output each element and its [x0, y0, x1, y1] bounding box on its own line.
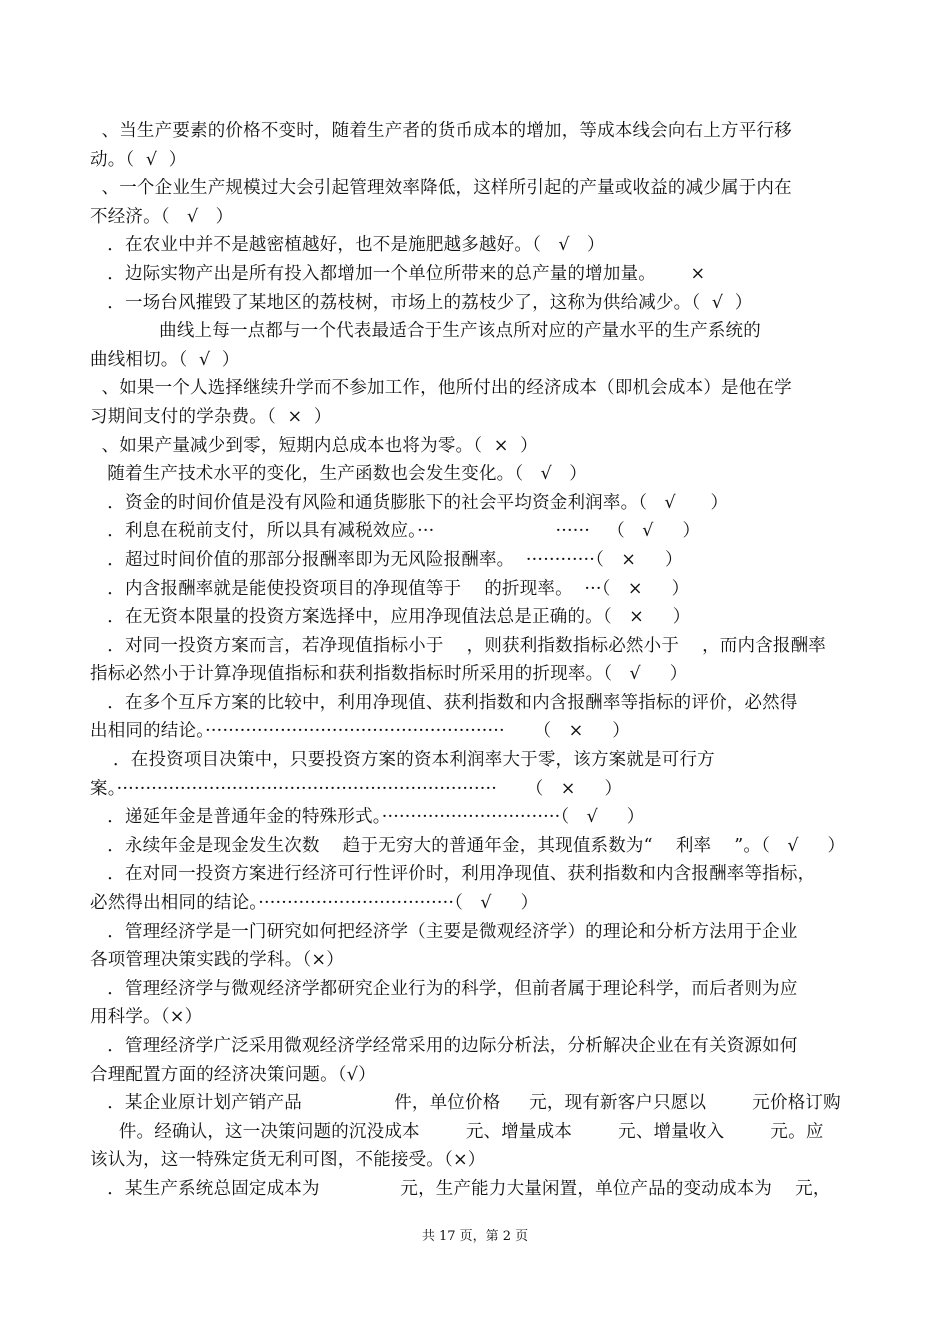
text-line: 习期间支付的学杂费。（ × ） — [90, 406, 332, 427]
text-line: 、一个企业生产规模过大会引起管理效率降低，这样所引起的产量或收益的减少属于内在 — [90, 178, 792, 199]
text-line: 动。（ √ ） — [90, 149, 187, 170]
page-body — [90, 117, 862, 1204]
text-line: ．在投资项目决策中，只要投资方案的资本利润率大于零，该方案就是可行方 — [90, 750, 715, 771]
text-line: 案。·································································· （ × ） — [90, 778, 623, 799]
text-line: ．管理经济学广泛采用微观经济学经常采用的边际分析法，分析解决企业在有关资源如何 — [90, 1036, 798, 1056]
text-line: 用科学。（×） — [90, 1007, 203, 1028]
text-line: ．某企业原计划产销产品 件，单位价格 元，现有新客户只愿以 元价格订购 — [90, 1093, 841, 1114]
text-line: ．在无资本限量的投资方案选择中，应用净现值法总是正确的。（ × ） — [90, 607, 691, 628]
text-line: ．某生产系统总固定成本为 元，生产能力大量闲置，单位产品的变动成本为 元， — [90, 1178, 831, 1199]
text-line: ．边际实物产出是所有投入都增加一个单位所带来的总产量的增加量。 × — [90, 263, 706, 284]
text-line: 必然得出相同的结论。··································（ √ ） — [90, 893, 539, 914]
text-line: ．资金的时间价值是没有风险和通货膨胀下的社会平均资金利润率。（ √ ） — [90, 492, 729, 513]
text-line: 出相同的结论。···················································· （ × ） — [90, 721, 630, 742]
text-line: ．内含报酬率就是能使投资项目的净现值等于 的折现率。 ···（ × ） — [90, 578, 690, 599]
text-line: 曲线上每一点都与一个代表最适合于生产该点所对应的产量水平的生产系统的 — [90, 321, 761, 342]
text-line: ．在多个互斥方案的比较中，利用净现值、获利指数和内含报酬率等指标的评价，必然得 — [90, 692, 798, 713]
text-line: 随着生产技术水平的变化，生产函数也会发生变化。（ √ ） — [90, 464, 587, 485]
text-line: ．永续年金是现金发生次数 趋于无穷大的普通年金，其现值系数为“ 利率 ”。（ √ ） — [90, 835, 846, 856]
text-line: ．一场台风摧毁了某地区的荔枝树，市场上的荔枝少了，这称为供给减少。（ √ ） — [90, 292, 753, 313]
page-footer: 共 17 页，第 2 页 — [421, 1229, 529, 1244]
text-line: ．在农业中并不是越密植越好，也不是施肥越多越好。（ √ ） — [90, 235, 605, 256]
text-line: ．管理经济学是一门研究如何把经济学（主要是微观经济学）的理论和分析方法用于企业 — [90, 921, 798, 942]
text-line: 指标必然小于计算净现值指标和获利指数指标时所采用的折现率。（ √ ） — [90, 664, 688, 685]
text-line: 、如果一个人选择继续升学而不参加工作，他所付出的经济成本（即机会成本）是他在学 — [90, 378, 792, 399]
text-line: 、如果产量减少到零，短期内总成本也将为零。（ × ） — [90, 435, 538, 456]
text-line: ．利息在税前支付，所以具有减税效应。··· ······ （ √ ） — [90, 521, 701, 542]
text-line: 不经济。（ √ ） — [90, 206, 234, 227]
text-line: 曲线相切。（ √ ） — [90, 349, 240, 370]
text-line: 该认为，这一特殊定货无利可图，不能接受。（×） — [90, 1150, 486, 1171]
text-line: 、当生产要素的价格不变时，随着生产者的货币成本的增加，等成本线会向右上方平行移 — [90, 121, 792, 141]
text-line: ．递延年金是普通年金的特殊形式。·······························（ √ ） — [90, 807, 645, 828]
text-line: 合理配置方面的经济决策问题。（√） — [90, 1064, 376, 1085]
text-line: ．对同一投资方案而言，若净现值指标小于 ，则获利指数指标必然小于 ，而内含报酬率 — [90, 635, 826, 656]
text-line: 件。经确认，这一决策问题的沉没成本 元、增量成本 元、增量收入 元。应 — [90, 1121, 824, 1142]
text-line: ．超过时间价值的那部分报酬率即为无风险报酬率。 ············（ × ） — [90, 549, 683, 570]
text-line: 各项管理决策实践的学科。（×） — [90, 950, 344, 971]
text-line: ．管理经济学与微观经济学都研究企业行为的科学，但前者属于理论科学，而后者则为应 — [90, 978, 798, 999]
text-line: ．在对同一投资方案进行经济可行性评价时，利用净现值、获利指数和内含报酬率等指标， — [90, 864, 816, 885]
